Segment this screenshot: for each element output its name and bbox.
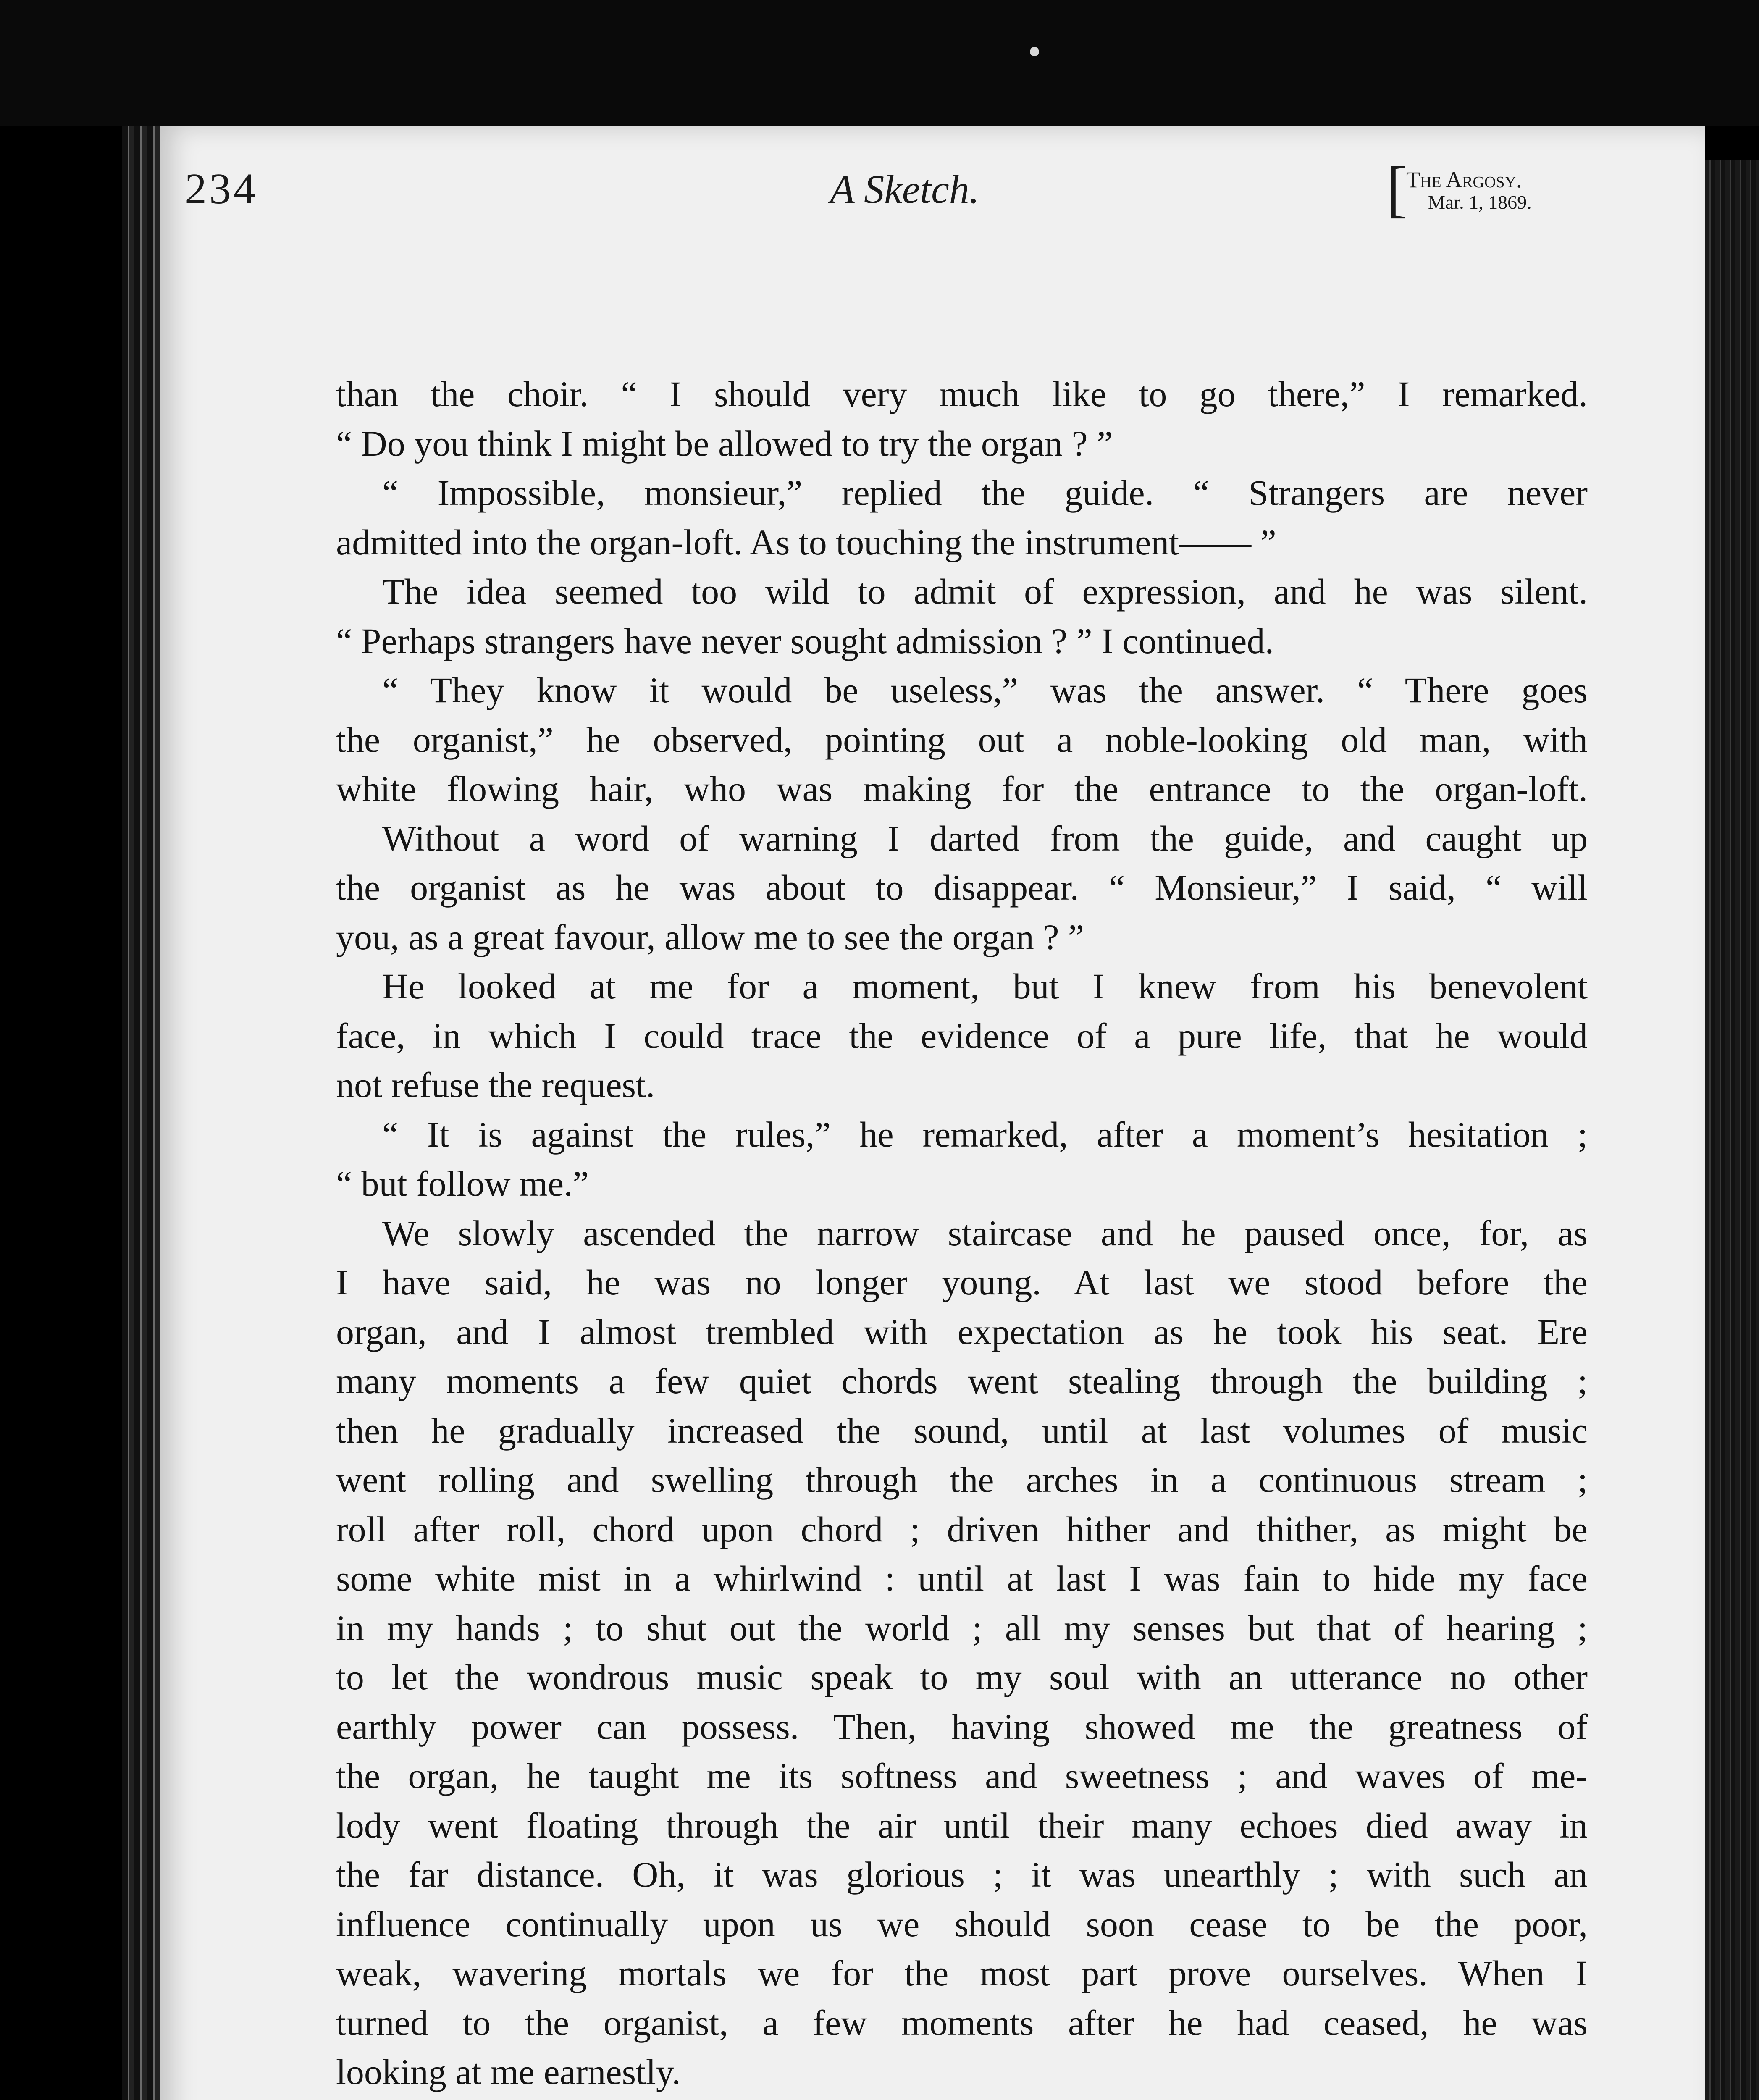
text-line	[336, 2097, 1588, 2100]
issue-date: Mar. 1, 1869.	[1428, 192, 1532, 213]
text-line: “ Perhaps strangers have never sought admission ? ” I continued.	[336, 620, 1274, 661]
body-text	[336, 370, 1588, 2100]
text-line: the organist as he was about to disappear. “ Monsieur,” I said, “ will	[336, 867, 1588, 908]
text-line: the far distance. Oh, it was glorious ; it was unearthly ; with such an	[336, 1854, 1588, 1895]
text-line: white flowing hair, who was making for the entrance to the organ-loft.	[336, 769, 1588, 809]
page-stack-edge	[1705, 160, 1759, 2100]
scan-dust-mark	[1030, 47, 1039, 56]
text-line: the organ, he taught me its softness and sweetness ; and waves of me-	[336, 1756, 1588, 1796]
text-line: “ Impossible, monsieur,” replied the guide. “ Strangers are never	[382, 472, 1588, 513]
bracket-glyph: [	[1386, 154, 1407, 224]
text-line: then he gradually increased the sound, until at last volumes of music	[336, 1410, 1588, 1451]
text-line: roll after roll, chord upon chord ; driven hither and thither, as might be	[336, 1509, 1588, 1549]
text-line: “ They know it would be useless,” was the answer. “ There goes	[382, 670, 1588, 710]
text-line: I have said, he was no longer young. At last we stood before the	[336, 1262, 1588, 1302]
page-number: 234	[185, 165, 258, 213]
text-line: The idea seemed too wild to admit of expression, and he was silent.	[382, 571, 1588, 612]
text-line: face, in which I could trace the evidence of a pure life, that he would	[336, 1015, 1588, 1056]
text-line: He looked at me for a moment, but I knew from his benevolent	[382, 966, 1588, 1006]
journal-name: The Argosy.	[1406, 167, 1522, 192]
text-line: We slowly ascended the narrow staircase and he paused once, for, as	[382, 1213, 1588, 1253]
text-line: in my hands ; to shut out the world ; all my senses but that of hearing ;	[336, 1607, 1588, 1648]
text-line: the organist,” he observed, pointing out a noble-looking old man, with	[336, 719, 1588, 760]
text-line: “ Do you think I might be allowed to try the organ ? ”	[336, 423, 1113, 464]
text-line: looking at me earnestly.	[336, 2052, 681, 2092]
text-line: “ It is against the rules,” he remarked, after a moment’s hesitation ;	[382, 1114, 1588, 1155]
text-line: lody went floating through the air until their many echoes died away in	[336, 1805, 1588, 1845]
text-line: weak, wavering mortals we for the most part prove ourselves. When I	[336, 1953, 1588, 1993]
text-line: organ, and I almost trembled with expectation as he took his seat. Ere	[336, 1311, 1588, 1352]
text-line: many moments a few quiet chords went stealing through the building ;	[336, 1361, 1588, 1401]
text-line: turned to the organist, a few moments after he had ceased, he was	[336, 2002, 1588, 2043]
running-title: A Sketch.	[830, 167, 979, 212]
text-line: to let the wondrous music speak to my soul with an utterance no other	[336, 1657, 1588, 1697]
text-line: admitted into the organ-loft. As to touching the instrument—— ”	[336, 522, 1276, 562]
text-line: you, as a great favour, allow me to see the organ ? ”	[336, 916, 1084, 957]
text-line: not refuse the request.	[336, 1065, 655, 1105]
text-line: influence continually upon us we should soon cease to be the poor,	[336, 1903, 1588, 1944]
book-spine-edge	[122, 126, 160, 2100]
top-dark-margin	[0, 0, 1759, 126]
text-line: went rolling and swelling through the arches in a continuous stream ;	[336, 1460, 1588, 1500]
text-line: earthly power can possess. Then, having showed me the greatness of	[336, 1706, 1588, 1747]
text-line: than the choir. “ I should very much like to go there,” I remarked.	[336, 374, 1588, 414]
text-line: Without a word of warning I darted from the guide, and caught up	[382, 818, 1588, 858]
text-line: some white mist in a whirlwind : until at last I was fain to hide my face	[336, 1558, 1588, 1599]
text-line: “ but follow me.”	[336, 1163, 589, 1204]
